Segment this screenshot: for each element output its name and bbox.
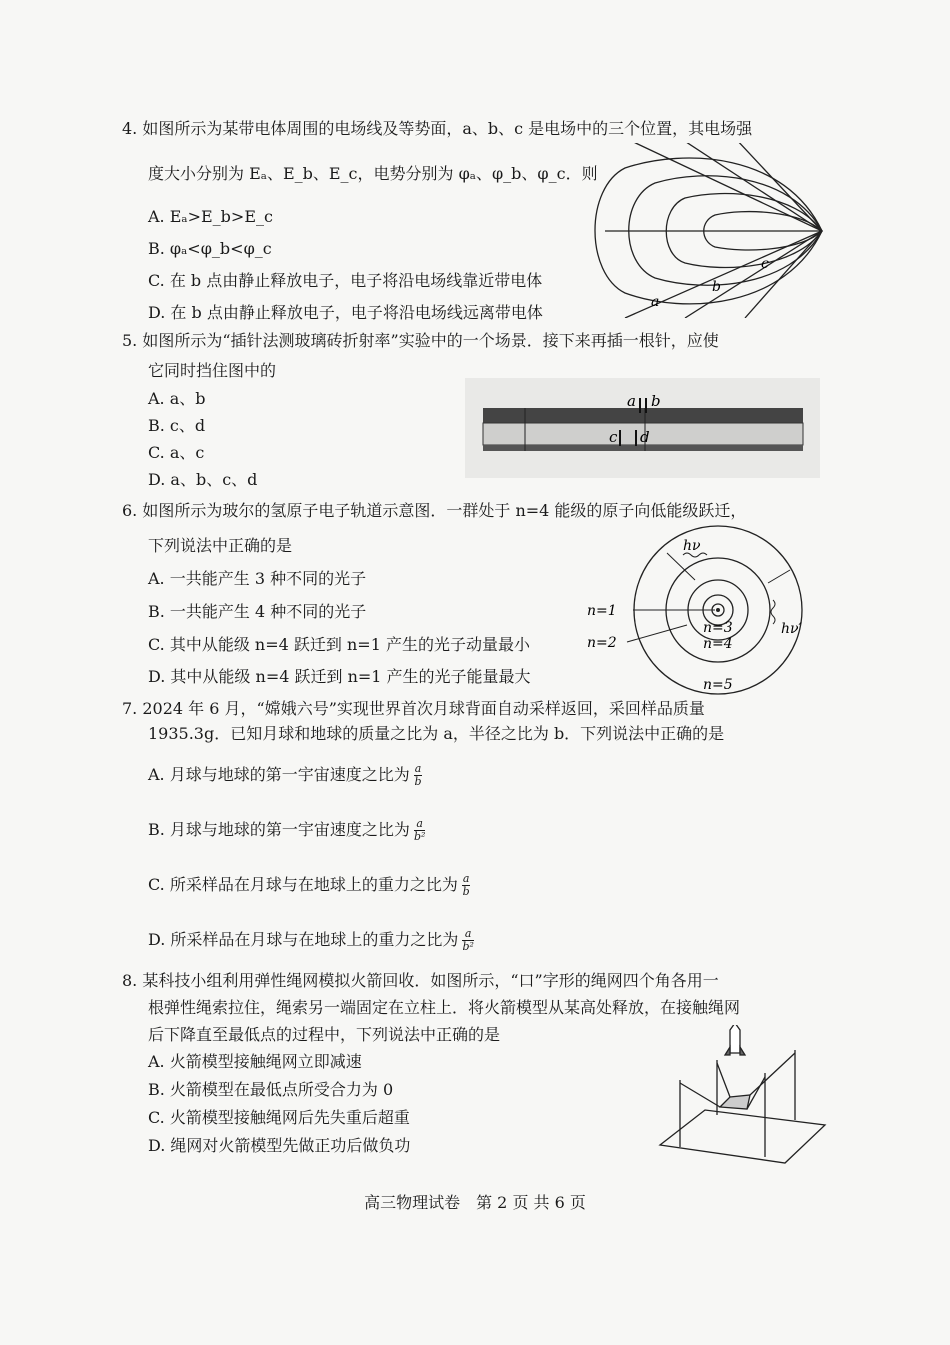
q5-glass-block-figure — [465, 378, 820, 478]
q5-option-c: C. a、c — [148, 443, 205, 462]
q8-option-c: C. 火箭模型接触绳网后先失重后超重 — [148, 1108, 410, 1127]
q6-stem-line1: 6. 如图所示为玻尔的氢原子电子轨道示意图．一群处于 n=4 能级的原子向低能级跃迁， — [122, 501, 747, 520]
q8-rocket-net-figure — [655, 1025, 830, 1165]
q6-option-c: C. 其中从能级 n=4 跃迁到 n=1 产生的光子动量最小 — [148, 635, 530, 654]
q8-stem-line3: 后下降直至最低点的过程中，下列说法中正确的是 — [148, 1025, 501, 1044]
q5-label-a: a — [627, 392, 636, 410]
q6-label-n5: n=5 — [703, 677, 733, 693]
q8-stem-line2: 根弹性绳索拉住，绳索另一端固定在立柱上．将火箭模型从某高处释放，在接触绳网 — [148, 998, 741, 1017]
q8-stem-line1: 8. 某科技小组利用弹性绳网模拟火箭回收．如图所示，“口”字形的绳网四个角各用一 — [122, 971, 719, 990]
q7-stem-line2: 1935.3g．已知月球和地球的质量之比为 a，半径之比为 b．下列说法中正确的是 — [148, 724, 725, 743]
q4-option-b: B. φₐ<φ_b<φ_c — [148, 239, 272, 258]
q7-option-b: B. 月球与地球的第一宇宙速度之比为 $\frac{a}{\text{b²}}$ — [148, 817, 426, 843]
q4-label-a: a — [651, 294, 660, 310]
q6-label-n3: n=3 — [703, 620, 733, 636]
q7-option-a: A. 月球与地球的第一宇宙速度之比为 $\frac{a}{b}$ — [148, 762, 422, 788]
q6-label-n1: n=1 — [587, 603, 617, 619]
q5-option-a: A. a、b — [148, 389, 206, 408]
q4-stem-line2: 度大小分别为 Eₐ、E_b、E_c，电势分别为 φₐ、φ_b、φ_c．则 — [148, 164, 598, 183]
q4-option-a: A. Eₐ>E_b>E_c — [148, 207, 273, 226]
q5-label-d: d — [640, 428, 650, 446]
q6-stem-line2: 下列说法中正确的是 — [148, 536, 293, 555]
q5-label-c: c — [609, 428, 618, 446]
q6-label-n2: n=2 — [587, 635, 617, 651]
q4-field-figure — [585, 143, 825, 318]
q6-option-a: A. 一共能产生 3 种不同的光子 — [148, 569, 367, 588]
q6-option-d: D. 其中从能级 n=4 跃迁到 n=1 产生的光子能量最大 — [148, 667, 531, 686]
q7-option-c: C. 所采样品在月球与在地球上的重力之比为 $\frac{a}{b}$ — [148, 872, 470, 898]
q7-option-d-fraction: $\frac{a}{\text{b²}}$ — [462, 927, 474, 953]
q6-label-hv-prime: hν′ — [781, 621, 802, 637]
q5-stem-line2: 它同时挡住图中的 — [148, 361, 277, 380]
q4-label-c: c — [761, 256, 769, 272]
q4-stem-line1: 4. 如图所示为某带电体周围的电场线及等势面，a、b、c 是电场中的三个位置，其电场强 — [122, 119, 753, 138]
q5-option-d: D. a、b、c、d — [148, 470, 258, 489]
q5-stem-line1: 5. 如图所示为“插针法测玻璃砖折射率”实验中的一个场景．接下来再插一根针，应使 — [122, 331, 719, 350]
q4-option-c: C. 在 b 点由静止释放电子，电子将沿电场线靠近带电体 — [148, 271, 543, 290]
q8-option-b: B. 火箭模型在最低点所受合力为 0 — [148, 1080, 394, 1099]
q5-label-b: b — [651, 392, 661, 410]
q7-option-a-fraction: $\frac{a}{b}$ — [414, 762, 422, 788]
q7-option-c-fraction: $\frac{a}{b}$ — [462, 872, 470, 898]
q7-stem-line1: 7. 2024 年 6 月，“嫦娥六号”实现世界首次月球背面自动采样返回，采回样品质量 — [122, 699, 705, 718]
q6-label-hv: hν — [683, 538, 701, 554]
q8-option-a: A. 火箭模型接触绳网立即减速 — [148, 1052, 362, 1071]
q8-option-d: D. 绳网对火箭模型先做正功后做负功 — [148, 1136, 411, 1155]
q7-option-b-fraction: $\frac{a}{\text{b²}}$ — [413, 817, 426, 843]
q4-option-d: D. 在 b 点由静止释放电子，电子将沿电场线远离带电体 — [148, 303, 543, 322]
q7-option-d: D. 所采样品在月球与在地球上的重力之比为 $\frac{a}{\text{b²}}$ — [148, 927, 474, 953]
q5-option-b: B. c、d — [148, 416, 206, 435]
q6-label-n4: n=4 — [703, 636, 733, 652]
q6-bohr-orbit-figure — [585, 525, 820, 695]
q6-option-b: B. 一共能产生 4 种不同的光子 — [148, 602, 367, 621]
page-footer: 高三物理试卷 第 2 页 共 6 页 — [364, 1193, 586, 1212]
q4-label-b: b — [712, 279, 721, 295]
